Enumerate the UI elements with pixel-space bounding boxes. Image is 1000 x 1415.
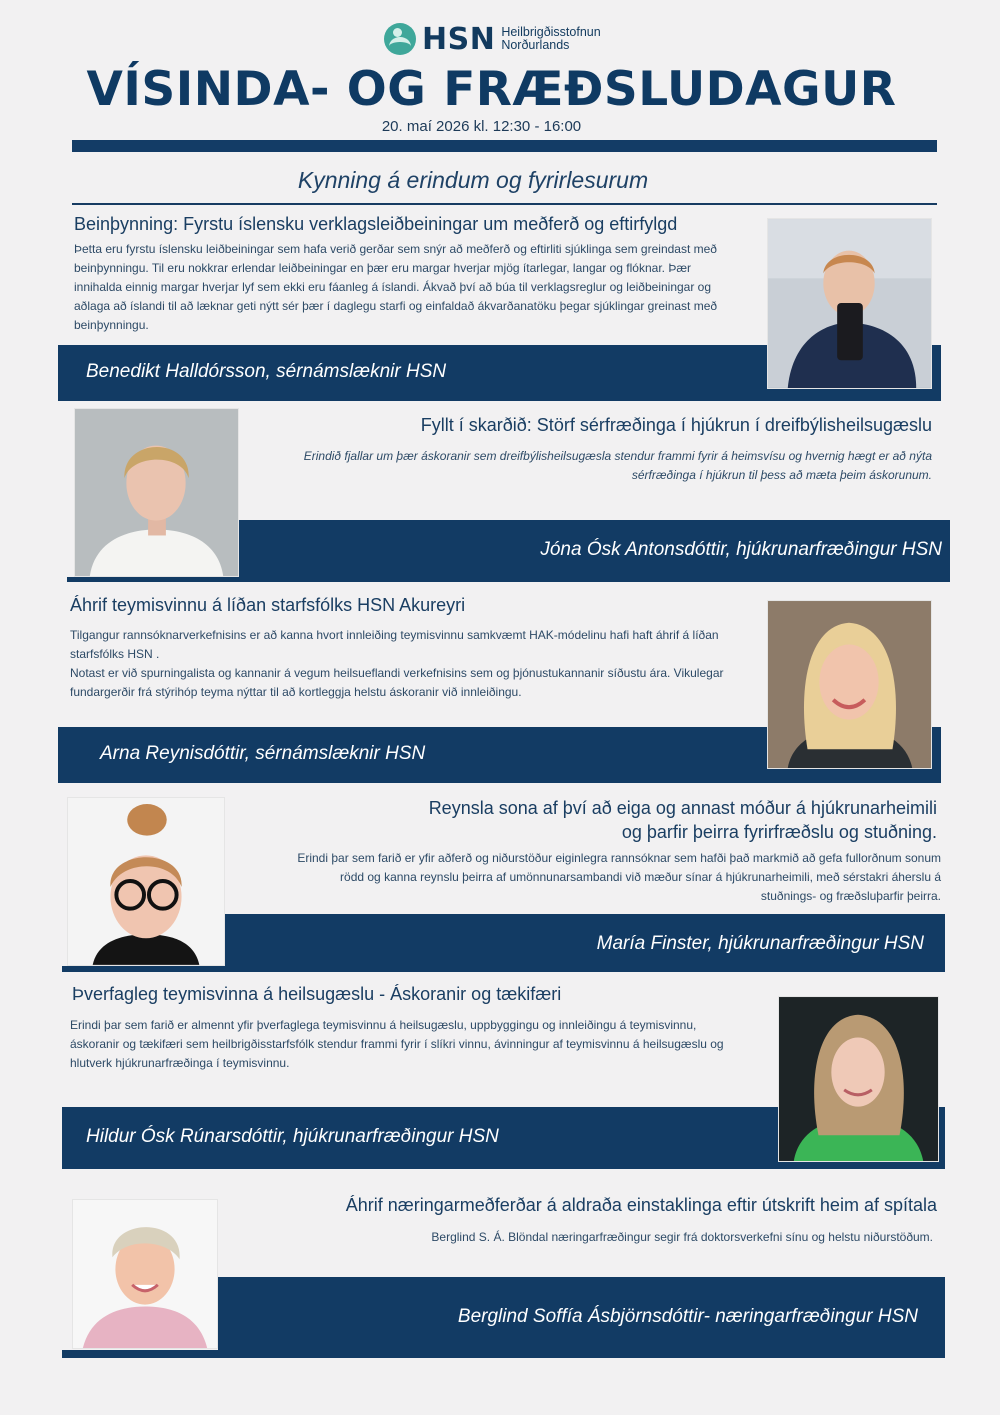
- talk-4-desc-paragraph: Erindi þar sem farið er yfir aðferð og niðurstöður eiginlegra rannsóknar sem hafði það markmið að gefa fullorðnum sonum rödd og kanna reynslu þeirra af umönnunarsambandi við mæður sínar á hjúkrunarheimili, með sérstakri áherslu á stuðnings- og fræðsluþarfir þeirra.: [297, 851, 941, 903]
- talk-3-speaker-photo: [767, 600, 932, 769]
- talk-2-description: [300, 447, 932, 485]
- talk-4-title-line-1: Reynsla sona af því að eiga og annast móður á hjúkrunarheimili: [428, 798, 937, 818]
- logo-line-1: Heilbrigðisstofnun: [501, 25, 601, 39]
- talk-2-desc-paragraph: Erindið fjallar um þær áskoranir sem dreifbýlisheilsugæsla stendur frammi fyrir á heimsvísu og hvernig hægt er að nýta sérfræðinga í hjúkrun til þess að mæta þeim áskorunum.: [303, 449, 932, 482]
- talk-6-description: [240, 1228, 933, 1247]
- talk-6-speaker-name: Berglind Soffía Ásbjörnsdóttir- næringarfræðingur HSN: [457, 1306, 918, 1327]
- talk-4-speaker-band-bottom: [62, 966, 945, 972]
- logo-line-2: Norðurlands: [501, 38, 570, 52]
- hsn-logo-icon: [384, 23, 416, 55]
- talk-1-speaker-photo: [767, 218, 932, 389]
- speaker-photo-icon: [68, 798, 224, 965]
- talk-3-desc-paragraph-1: Tilgangur rannsóknarverkefnisins er að kanna hvort innleiðing teymisvinnu samkvæmt HAK-módelinu hafi haft áhrif á líðan starfsfólks HSN .: [70, 628, 719, 661]
- talk-2-title: Fyllt í skarðið: Störf sérfræðinga í hjúkrun í dreifbýlisheilsugæslu: [420, 415, 932, 435]
- event-date: 20. maí 2026 kl. 12:30 - 16:00: [381, 118, 582, 135]
- page-title: VÍSINDA- OG FRÆÐSLUDAGUR: [86, 62, 897, 117]
- talk-4-title: [240, 796, 937, 844]
- talk-2-speaker-band-bottom: [67, 577, 950, 582]
- hsn-logo: [384, 22, 601, 56]
- speaker-photo-icon: [75, 409, 238, 576]
- talk-6-desc-paragraph: Berglind S. Á. Blöndal næringarfræðingur segir frá doktorsverkefni sínu og helstu niðurstöðum.: [431, 1230, 933, 1244]
- speaker-photo-icon: [779, 997, 938, 1161]
- header-divider-bar: [72, 140, 937, 152]
- talk-1-speaker-name: Benedikt Halldórsson, sérnámslæknir HSN: [86, 361, 447, 382]
- talk-3-title: Áhrif teymisvinnu á líðan starfsfólks HSN Akureyri: [70, 595, 466, 615]
- talk-5-title: Þverfagleg teymisvinna á heilsugæslu - Áskoranir og tækifæri: [72, 984, 562, 1004]
- talk-5-speaker-photo: [778, 996, 939, 1162]
- logo-subtitle: [501, 26, 600, 52]
- talk-2-speaker-photo: [74, 408, 239, 577]
- talk-1-desc-paragraph: Þetta eru fyrstu íslensku leiðbeiningar sem hafa verið gerðar sem snýr að meðferð og eftirliti sjúklinga sem greindast með beinþynningu. Til eru nokkrar erlendar leiðbeiningar en þær eru margar hverjar mjög ítarlegar, langar og flóknar. Þær innihalda einnig margar hverjar lyf sem ekki eru fáanleg á íslandi. Ákvað því að búa til verklagsreglur og leiðbeiningar og aðlaga að íslandi til að læknar geti nýtt sér þær í daglegu starfi og einfaldað ákvarðanatöku þegar sjúklingar greinast með beinþynningu.: [74, 242, 718, 332]
- talk-5-description: [70, 1016, 730, 1073]
- talk-4-speaker-name: María Finster, hjúkrunarfræðingur HSN: [596, 933, 924, 954]
- talk-6-title: Áhrif næringarmeðferðar á aldraða einstaklinga eftir útskrift heim af spítala: [345, 1195, 937, 1215]
- section-subtitle: Kynning á erindum og fyrirlesurum: [297, 167, 649, 193]
- speaker-photo-icon: [768, 219, 931, 388]
- talk-3-speaker-name: Arna Reynisdóttir, sérnámslæknir HSN: [100, 743, 426, 764]
- talk-1-description: [74, 240, 739, 335]
- talk-4-description: [290, 849, 941, 906]
- speaker-photo-icon: [768, 601, 931, 768]
- subtitle-underline: [72, 203, 937, 205]
- talk-6-speaker-band-bottom: [62, 1350, 945, 1358]
- talk-1-title: Beinþynning: Fyrstu íslensku verklagsleiðbeiningar um meðferð og eftirfylgd: [74, 214, 678, 234]
- talk-3-description: [70, 626, 730, 702]
- talk-3-desc-paragraph-2: Notast er við spurningalista og kannanir á vegum heilsueflandi verkefnisins sem og þjónustukannanir síðustu ára. Vikulegar fundargerðir frá stýrihóp teyma nýttar til að kortleggja helstu áskoranir við innleiðingu.: [70, 666, 724, 699]
- speaker-photo-icon: [73, 1200, 217, 1348]
- talk-2-speaker-name: Jóna Ósk Antonsdóttir, hjúkrunarfræðingur HSN: [540, 539, 942, 560]
- talk-4-speaker-photo: [67, 797, 225, 966]
- talk-5-speaker-name: Hildur Ósk Rúnarsdóttir, hjúkrunarfræðingur HSN: [86, 1126, 499, 1147]
- logo-text: HSN: [422, 21, 496, 57]
- talk-4-title-line-2: og þarfir þeirra fyrirfræðslu og stuðning.: [621, 822, 937, 842]
- talk-6-speaker-photo: [72, 1199, 218, 1349]
- talk-5-desc-paragraph: Erindi þar sem farið er almennt yfir þverfaglega teymisvinnu á heilsugæslu, uppbyggingu og innleiðingu á teymisvinnu, áskoranir og tækifæri sem heilbrigðisstarfsfólk stendur frammi fyrir í slíkri vinnu, ávinningur af teymisvinnu á heilsugæslu og hlutverk hjúkrunarfræðinga í teymisvinnu.: [70, 1018, 724, 1070]
